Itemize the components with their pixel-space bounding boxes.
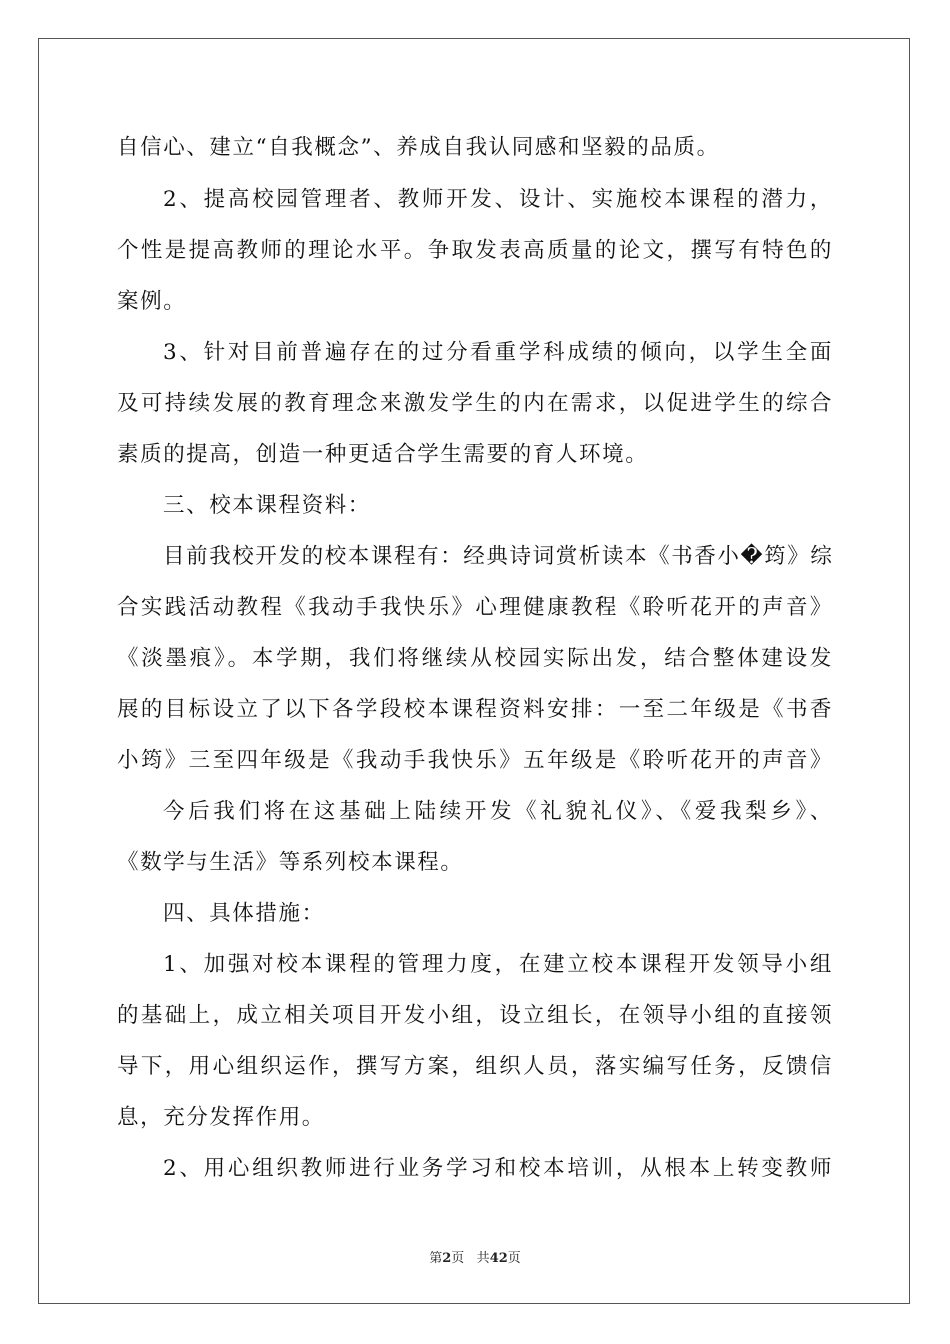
page-number: 2 bbox=[442, 1251, 452, 1266]
total-pages: 42 bbox=[489, 1251, 508, 1266]
text-line: 《淡墨痕》。本学期，我们将继续从校园实际出发，结合整体建设发 bbox=[117, 646, 833, 671]
text-line: 今后我们将在这基础上陆续开发《礼貌礼仪》、《爱我梨乡》、 bbox=[163, 799, 833, 824]
text-line: 目前我校开发的校本课程有：经典诗词赏析读本《书香小�筠》综 bbox=[163, 544, 834, 569]
text-line: 小筠》三至四年级是《我动手我快乐》五年级是《聆听花开的声音》 bbox=[117, 748, 833, 773]
text-line: 3、针对目前普遍存在的过分看重学科成绩的倾向，以学生全面 bbox=[163, 340, 833, 365]
text-line: 展的目标设立了以下各学段校本课程资料安排：一至二年级是《书香 bbox=[117, 697, 833, 722]
text-line: 《数学与生活》等系列校本课程。 bbox=[117, 850, 464, 875]
footer-page-suffix: 页 bbox=[451, 1251, 465, 1266]
section-heading: 三、校本课程资料： bbox=[163, 493, 371, 518]
text-line: 的基础上，成立相关项目开发小组，设立组长，在领导小组的直接领 bbox=[117, 1003, 833, 1028]
footer-prefix: 第 bbox=[429, 1251, 443, 1266]
text-line: 个性是提高教师的理论水平。争取发表高质量的论文，撰写有特色的 bbox=[117, 238, 833, 263]
footer-total-suffix: 页 bbox=[507, 1251, 521, 1266]
text-line: 合实践活动教程《我动手我快乐》心理健康教程《聆听花开的声音》 bbox=[117, 595, 833, 620]
text-line: 1、加强对校本课程的管理力度，在建立校本课程开发领导小组 bbox=[163, 952, 833, 977]
text-line: 息，充分发挥作用。 bbox=[117, 1105, 325, 1130]
page-footer bbox=[0, 1247, 950, 1266]
text-line: 2、用心组织教师进行业务学习和校本培训，从根本上转变教师 bbox=[163, 1156, 833, 1181]
text-line: 2、提高校园管理者、教师开发、设计、实施校本课程的潜力， bbox=[163, 187, 833, 212]
text-line: 导下，用心组织运作，撰写方案，组织人员，落实编写任务，反馈信 bbox=[117, 1054, 833, 1079]
text-line: 自信心、建立“自我概念”、养成自我认同感和坚毅的品质。 bbox=[117, 135, 720, 160]
text-line: 案例。 bbox=[117, 289, 187, 314]
text-line: 及可持续发展的教育理念来激发学生的内在需求，以促进学生的综合 bbox=[117, 391, 833, 416]
section-heading: 四、具体措施： bbox=[163, 901, 325, 926]
text-line: 素质的提高，创造一种更适合学生需要的育人环境。 bbox=[117, 442, 649, 467]
footer-total-prefix: 共 bbox=[476, 1251, 490, 1266]
